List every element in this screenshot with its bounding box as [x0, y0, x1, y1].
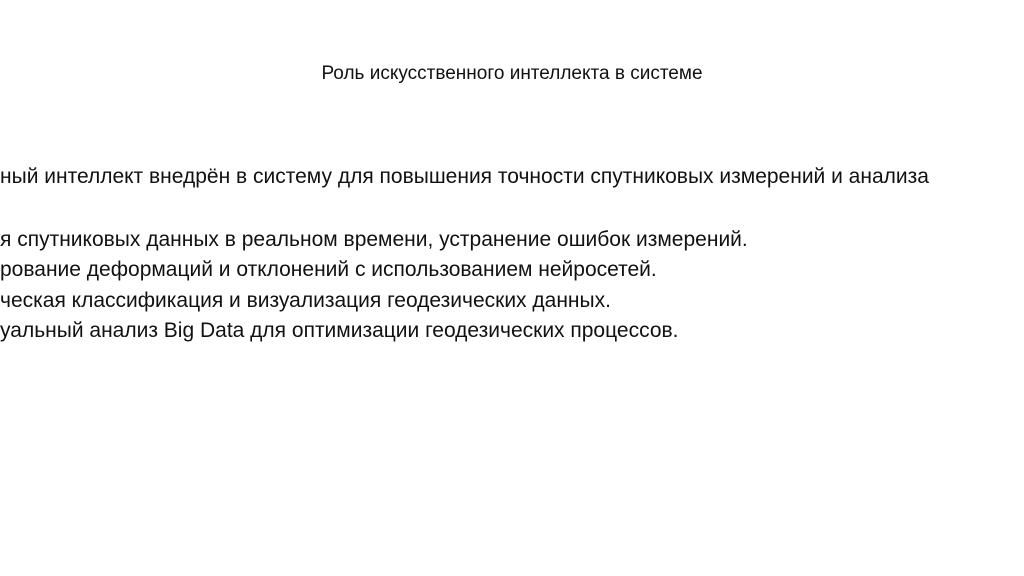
- list-item: рование деформаций и отклонений с использованием нейросетей.: [0, 258, 657, 281]
- list-item: уальный анализ Big Data для оптимизации геодезических процессов.: [0, 319, 679, 342]
- slide-title: Роль искусственного интеллекта в системе: [321, 63, 703, 84]
- list-item: ческая классификация и визуализация геодезических данных.: [0, 289, 611, 312]
- intro-text: ный интеллект внедрён в систему для повышения точности спутниковых измерений и анализа: [0, 165, 929, 188]
- list-item: я спутниковых данных в реальном времени, устранение ошибок измерений.: [0, 228, 748, 251]
